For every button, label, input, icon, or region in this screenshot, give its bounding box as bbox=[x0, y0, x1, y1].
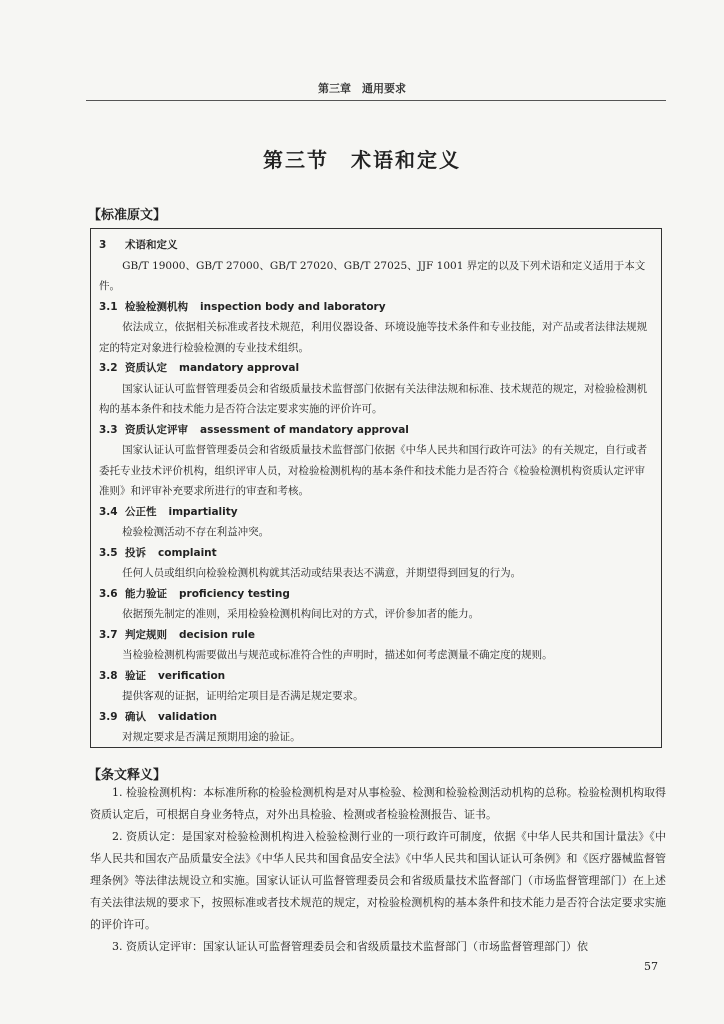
term-english: impartiality bbox=[168, 505, 238, 518]
term-number: 3.4 bbox=[99, 505, 118, 518]
standard-label: 【标准原文】 bbox=[88, 208, 167, 223]
term-chinese: 公正性 bbox=[125, 505, 157, 518]
term-definition: 国家认证认可监督管理委员会和省级质量技术监督部门依据有关法律法规和标准、技术规范的规定，对检验检测机构的基本条件和技术能力是否符合法定要求实施的评价许可。 bbox=[99, 382, 648, 415]
term-definition: 提供客观的证据，证明给定项目是否满足规定要求。 bbox=[122, 690, 364, 702]
term-heading bbox=[99, 584, 651, 605]
clause-number: 3 bbox=[99, 239, 107, 251]
term-chinese: 投诉 bbox=[125, 546, 146, 559]
term-definition: 检验检测活动不存在利益冲突。 bbox=[122, 526, 270, 538]
term-number: 3.7 bbox=[99, 628, 118, 641]
term-heading bbox=[99, 297, 651, 318]
term-chinese: 资质认定 bbox=[125, 362, 167, 374]
term-heading bbox=[99, 707, 651, 728]
standard-text-box bbox=[90, 228, 662, 748]
term-chinese: 资质认定评审 bbox=[125, 423, 188, 436]
explanation-paragraph: 3. 资质认定评审：国家认证认可监督管理委员会和省级质量技术监督部门（市场监督管理部门）依 bbox=[112, 940, 588, 953]
term-english: complaint bbox=[158, 546, 217, 559]
term-english: decision rule bbox=[179, 628, 256, 641]
term-english: assessment of mandatory approval bbox=[200, 423, 409, 436]
term-number: 3.3 bbox=[99, 423, 118, 436]
term-english: inspection body and laboratory bbox=[200, 300, 386, 313]
clause-heading bbox=[99, 235, 651, 256]
term-number: 3.5 bbox=[99, 546, 118, 559]
page-number: 57 bbox=[644, 960, 658, 973]
term-number: 3.9 bbox=[99, 710, 118, 723]
term-definition: 对规定要求是否满足预期用途的验证。 bbox=[122, 731, 301, 743]
explanation-body bbox=[90, 782, 666, 958]
term-number: 3.2 bbox=[99, 362, 118, 374]
term-number: 3.8 bbox=[99, 669, 118, 682]
term-definition: 依据预先制定的准则，采用检验检测机构间比对的方式，评价参加者的能力。 bbox=[122, 608, 480, 620]
term-number: 3.1 bbox=[99, 300, 118, 313]
term-definition: 当检验检测机构需要做出与规范或标准符合性的声明时，描述如何考虑测量不确定度的规则。 bbox=[122, 649, 553, 661]
term-heading bbox=[99, 420, 651, 441]
term-definition: 依法成立，依据相关标准或者技术规范，利用仪器设备、环境设施等技术条件和专业技能，对产品或者法律法规规定的特定对象进行检验检测的专业技术组织。 bbox=[99, 321, 648, 354]
term-heading bbox=[99, 666, 651, 687]
term-heading bbox=[99, 543, 651, 564]
term-number: 3.6 bbox=[99, 587, 118, 600]
term-chinese: 判定规则 bbox=[125, 628, 167, 641]
term-chinese: 检验检测机构 bbox=[125, 300, 188, 313]
term-chinese: 验证 bbox=[125, 669, 146, 682]
clause-title: 术语和定义 bbox=[125, 239, 178, 251]
term-english: proficiency testing bbox=[179, 587, 290, 600]
term-definition: 国家认证认可监督管理委员会和省级质量技术监督部门依据《中华人民共和国行政许可法》的有关规定，自行或者委托专业技术评价机构，组织评审人员，对检验检测机构的基本条件和技术能力是否符合《检验检测机构资质认定评审准则》和评审补充要求所进行的审查和考核。 bbox=[99, 444, 648, 497]
clause-intro: GB/T 19000、GB/T 27000、GB/T 27020、GB/T 27025、JJF 1001 界定的以及下列术语和定义适用于本文件。 bbox=[99, 259, 646, 292]
term-definition: 任何人员或组织向检验检测机构就其活动或结果表达不满意，并期望得到回复的行为。 bbox=[122, 567, 522, 579]
term-chinese: 能力验证 bbox=[125, 587, 167, 600]
term-chinese: 确认 bbox=[125, 710, 146, 723]
running-head: 第三章 通用要求 bbox=[318, 82, 406, 95]
term-heading bbox=[99, 502, 651, 523]
term-list bbox=[99, 297, 651, 748]
term-heading bbox=[99, 358, 651, 379]
term-heading bbox=[99, 625, 651, 646]
explanation-paragraph: 2. 资质认定：是国家对检验检测机构进入检验检测行业的一项行政许可制度，依据《中华人民共和国计量法》《中华人民共和国农产品质量安全法》《中华人民共和国食品安全法》《中华人民共和国认证认可条例》和《医疗器械监督管理条例》等法律法规设立和实施。国家认证认可监督管理委员会和省级质量技术监督部门（市场监督管理部门）在上述有关法律法规的要求下，按照标准或者技术规范的规定，对检验检测机构的基本条件和技术能力是否符合法定要求实施的评价许可。 bbox=[90, 830, 666, 931]
term-english: validation bbox=[158, 710, 218, 723]
term-english: verification bbox=[158, 669, 226, 682]
explanation-paragraph: 1. 检验检测机构：本标准所称的检验检测机构是对从事检验、检测和检验检测活动机构的总称。检验检测机构取得资质认定后，可根据自身业务特点，对外出具检验、检测或者检验检测报告、证书。 bbox=[90, 786, 666, 821]
term-english: mandatory approval bbox=[179, 362, 300, 374]
header-rule bbox=[86, 100, 666, 101]
section-title: 第三节 术语和定义 bbox=[263, 148, 461, 172]
explanation-label: 【条文释义】 bbox=[88, 768, 167, 783]
